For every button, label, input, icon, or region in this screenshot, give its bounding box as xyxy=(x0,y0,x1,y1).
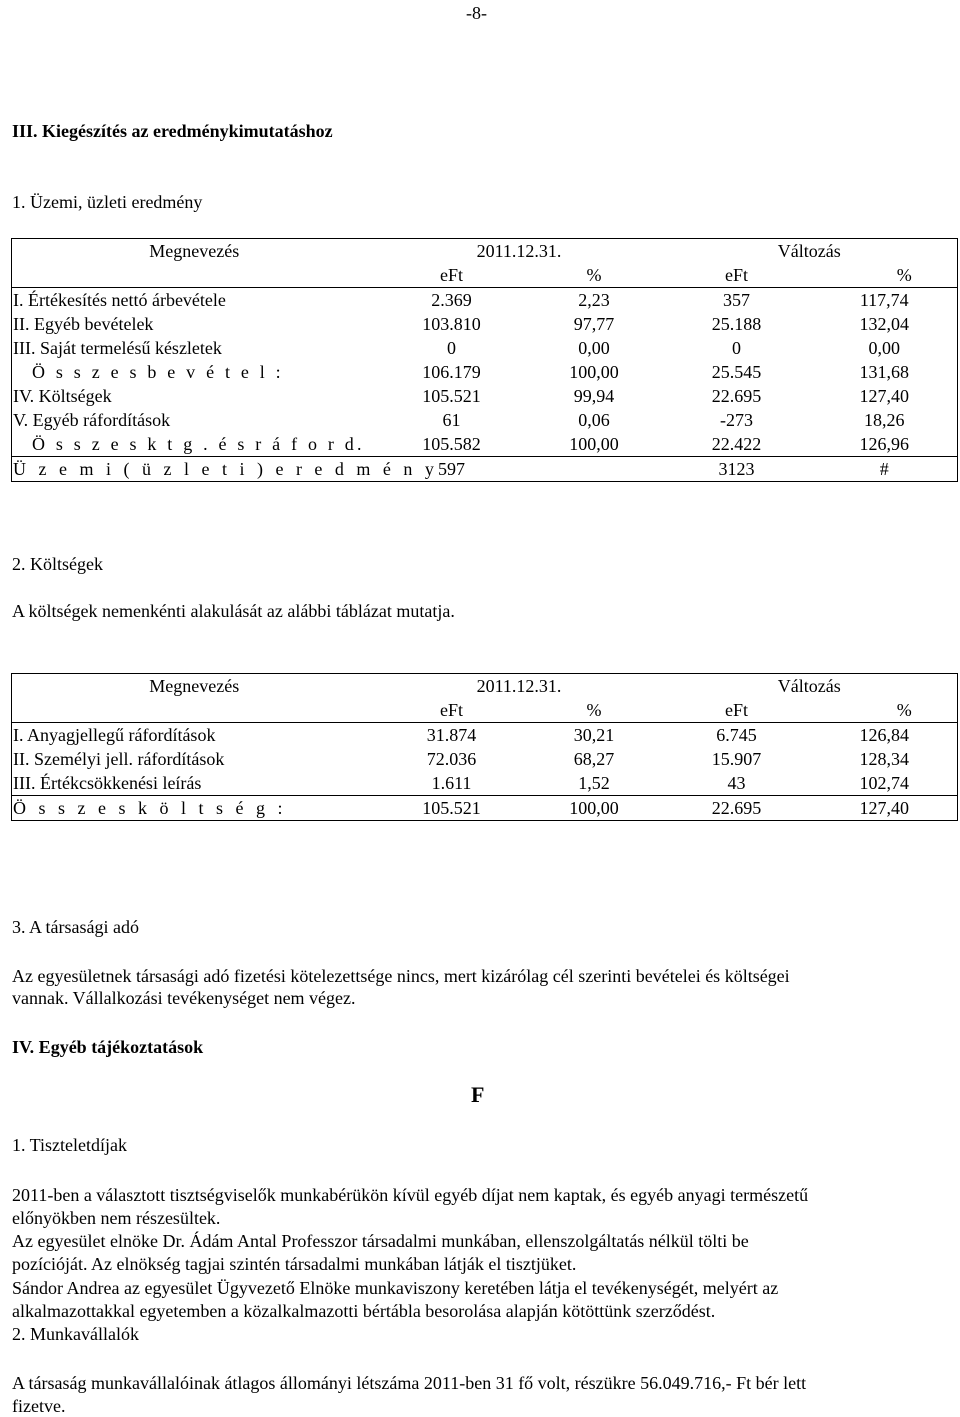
cell-change-eft: 22.695 xyxy=(711,386,762,406)
cell-pct: 0,00 xyxy=(578,338,610,358)
cell-change-eft: 25.188 xyxy=(711,314,762,334)
header-change: Változás xyxy=(777,241,841,261)
subsection-3-text-line2: vannak. Vállalkozási tevékenységet nem végez. xyxy=(12,988,356,1008)
page-number: -8- xyxy=(466,3,487,23)
cell-eft: 105.521 xyxy=(422,386,481,406)
table-row xyxy=(12,336,958,360)
cell-eft: 105.582 xyxy=(422,434,481,454)
table-subheader-row xyxy=(12,698,958,723)
header-eft: eFt xyxy=(439,700,463,720)
cell-change-pct: 126,84 xyxy=(812,723,958,748)
cell-change-pct: 131,68 xyxy=(859,362,909,382)
section-4-heading: IV. Egyéb tájékoztatások xyxy=(12,1037,204,1057)
cell-change-eft: 357 xyxy=(662,288,812,313)
cell-pct: 1,52 xyxy=(578,773,610,793)
total-change-eft: 22.695 xyxy=(662,796,812,821)
header-change-eft: eFt xyxy=(724,700,748,720)
header-name: Megnevezés xyxy=(149,676,240,696)
total-change-eft: 3123 xyxy=(662,457,812,482)
table-row xyxy=(12,360,958,384)
cell-pct: 2,23 xyxy=(527,288,662,313)
subsection-1-heading: 1. Üzemi, üzleti eredmény xyxy=(12,192,203,212)
cell-change-eft: 0 xyxy=(732,338,741,358)
cell-eft: 103.810 xyxy=(422,314,481,334)
cell-eft: 0 xyxy=(447,338,456,358)
total-label: Ö s s z e s k ö l t s é g : xyxy=(12,796,377,821)
row-label: V. Egyéb ráfordítások xyxy=(13,410,171,430)
header-pct: % xyxy=(586,700,602,720)
table-subheader-row xyxy=(12,263,958,288)
header-date: 2011.12.31. xyxy=(476,676,562,696)
table-row xyxy=(12,288,958,313)
row-label: III. Értékcsökkenési leírás xyxy=(13,773,202,793)
header-pct: % xyxy=(586,265,602,285)
cell-pct: 100,00 xyxy=(569,362,619,382)
row-label: Ö s s z e s b e v é t e l : xyxy=(32,362,284,382)
table-total-row xyxy=(12,796,958,821)
table-row xyxy=(12,723,958,748)
header-change-eft: eFt xyxy=(724,265,748,285)
total-eft: 105.521 xyxy=(377,796,527,821)
row-label: Ö s s z e s k t g . é s r á f o r d. xyxy=(32,434,365,454)
cell-change-pct: 127,40 xyxy=(859,386,909,406)
paragraph-2-line1: Az egyesület elnöke Dr. Ádám Antal Professzor társadalmi munkában, ellenszolgáltatás nélkül tölti be xyxy=(12,1231,749,1251)
cell-pct: 100,00 xyxy=(569,434,619,454)
paragraph-2-line2: pozícióját. Az elnökség tagjai szintén társadalmi munkában látják el tisztjüket. xyxy=(12,1254,577,1274)
total-label: Ü z e m i ( ü z l e t i ) e r e d m é n y xyxy=(12,457,377,482)
subsection-3-heading: 3. A társasági adó xyxy=(12,917,139,937)
subsection-3-text-line1: Az egyesületnek társasági adó fizetési kötelezettsége nincs, mert kizárólag cél szerinti bevételei és költségei xyxy=(12,966,790,986)
table-row xyxy=(12,747,958,771)
cell-eft: 1.611 xyxy=(431,773,472,793)
table-row xyxy=(12,312,958,336)
section-3-heading: III. Kiegészítés az eredménykimutatáshoz xyxy=(12,121,333,141)
paragraph-3-line2: alkalmazottakkal egyetemben a közalkalmazotti bértábla besorolása alapján kötöttünk szerződést. xyxy=(12,1301,716,1321)
cell-change-eft: 43 xyxy=(727,773,746,793)
cell-eft: 2.369 xyxy=(377,288,527,313)
table-total-row xyxy=(12,457,958,482)
cell-change-pct: 132,04 xyxy=(859,314,909,334)
table-header-row xyxy=(12,674,958,699)
cell-pct: 97,77 xyxy=(573,314,615,334)
row-label: III. Saját termelésű készletek xyxy=(13,338,222,358)
paragraph-1-line1: 2011-ben a választott tisztségviselők munkabérükön kívül egyéb díjat nem kaptak, és egyéb anyagi természetű xyxy=(12,1185,809,1205)
cell-change-pct: 102,74 xyxy=(859,773,909,793)
header-name: Megnevezés xyxy=(149,241,240,261)
total-change-pct: # xyxy=(812,457,958,482)
cell-eft: 31.874 xyxy=(377,723,527,748)
cell-change-eft: 25.545 xyxy=(711,362,762,382)
stray-letter: F xyxy=(471,1082,485,1107)
table-header-row xyxy=(12,239,958,264)
cell-pct: 30,21 xyxy=(527,723,662,748)
subsection-2-heading: 2. Költségek xyxy=(12,554,103,574)
row-label: I. Anyagjellegű ráfordítások xyxy=(12,723,377,748)
cell-change-eft: 6.745 xyxy=(662,723,812,748)
subsection-4-1-heading: 1. Tiszteletdíjak xyxy=(12,1135,128,1155)
cell-pct: 68,27 xyxy=(573,749,615,769)
operating-result-table xyxy=(11,238,958,482)
cell-change-pct: 117,74 xyxy=(812,288,958,313)
paragraph-4-line2: fizetve. xyxy=(12,1396,66,1416)
header-change-pct: % xyxy=(896,265,912,285)
subsection-2-intro: A költségek nemenkénti alakulását az alábbi táblázat mutatja. xyxy=(12,601,455,621)
paragraph-1-line2: előnyökben nem részesültek. xyxy=(12,1208,221,1228)
cell-eft: 106.179 xyxy=(422,362,481,382)
cell-change-pct: 128,34 xyxy=(859,749,909,769)
cell-change-eft: -273 xyxy=(720,410,753,430)
total-pct: 100,00 xyxy=(527,796,662,821)
table-row xyxy=(12,408,958,432)
row-label: II. Személyi jell. ráfordítások xyxy=(13,749,225,769)
row-label: I. Értékesítés nettó árbevétele xyxy=(12,288,377,313)
cell-pct: 0,06 xyxy=(578,410,610,430)
cell-change-eft: 15.907 xyxy=(711,749,762,769)
total-eft: 597 xyxy=(377,457,527,482)
cell-change-eft: 22.422 xyxy=(711,434,762,454)
cell-pct: 99,94 xyxy=(573,386,615,406)
header-change: Változás xyxy=(777,676,841,696)
paragraph-3-line1: Sándor Andrea az egyesület Ügyvezető Elnöke munkaviszony keretében látja el tevékenységét, melyért az xyxy=(12,1278,779,1298)
cell-eft: 61 xyxy=(442,410,461,430)
header-eft: eFt xyxy=(439,265,463,285)
total-change-pct: 127,40 xyxy=(812,796,958,821)
table-row xyxy=(12,432,958,457)
cell-change-pct: 0,00 xyxy=(868,338,900,358)
cell-change-pct: 18,26 xyxy=(864,410,905,430)
subsection-4-2-heading: 2. Munkavállalók xyxy=(12,1324,139,1344)
header-change-pct: % xyxy=(896,700,912,720)
table-row xyxy=(12,771,958,796)
table-row xyxy=(12,384,958,408)
cell-change-pct: 126,96 xyxy=(859,434,909,454)
header-date: 2011.12.31. xyxy=(476,241,562,261)
paragraph-4-line1: A társaság munkavállalóinak átlagos állományi létszáma 2011-ben 31 fő volt, részükre 56.049.716,- Ft bér lett xyxy=(12,1373,807,1393)
cell-eft: 72.036 xyxy=(426,749,477,769)
costs-table xyxy=(11,673,958,821)
row-label: IV. Költségek xyxy=(13,386,112,406)
row-label: II. Egyéb bevételek xyxy=(13,314,154,334)
